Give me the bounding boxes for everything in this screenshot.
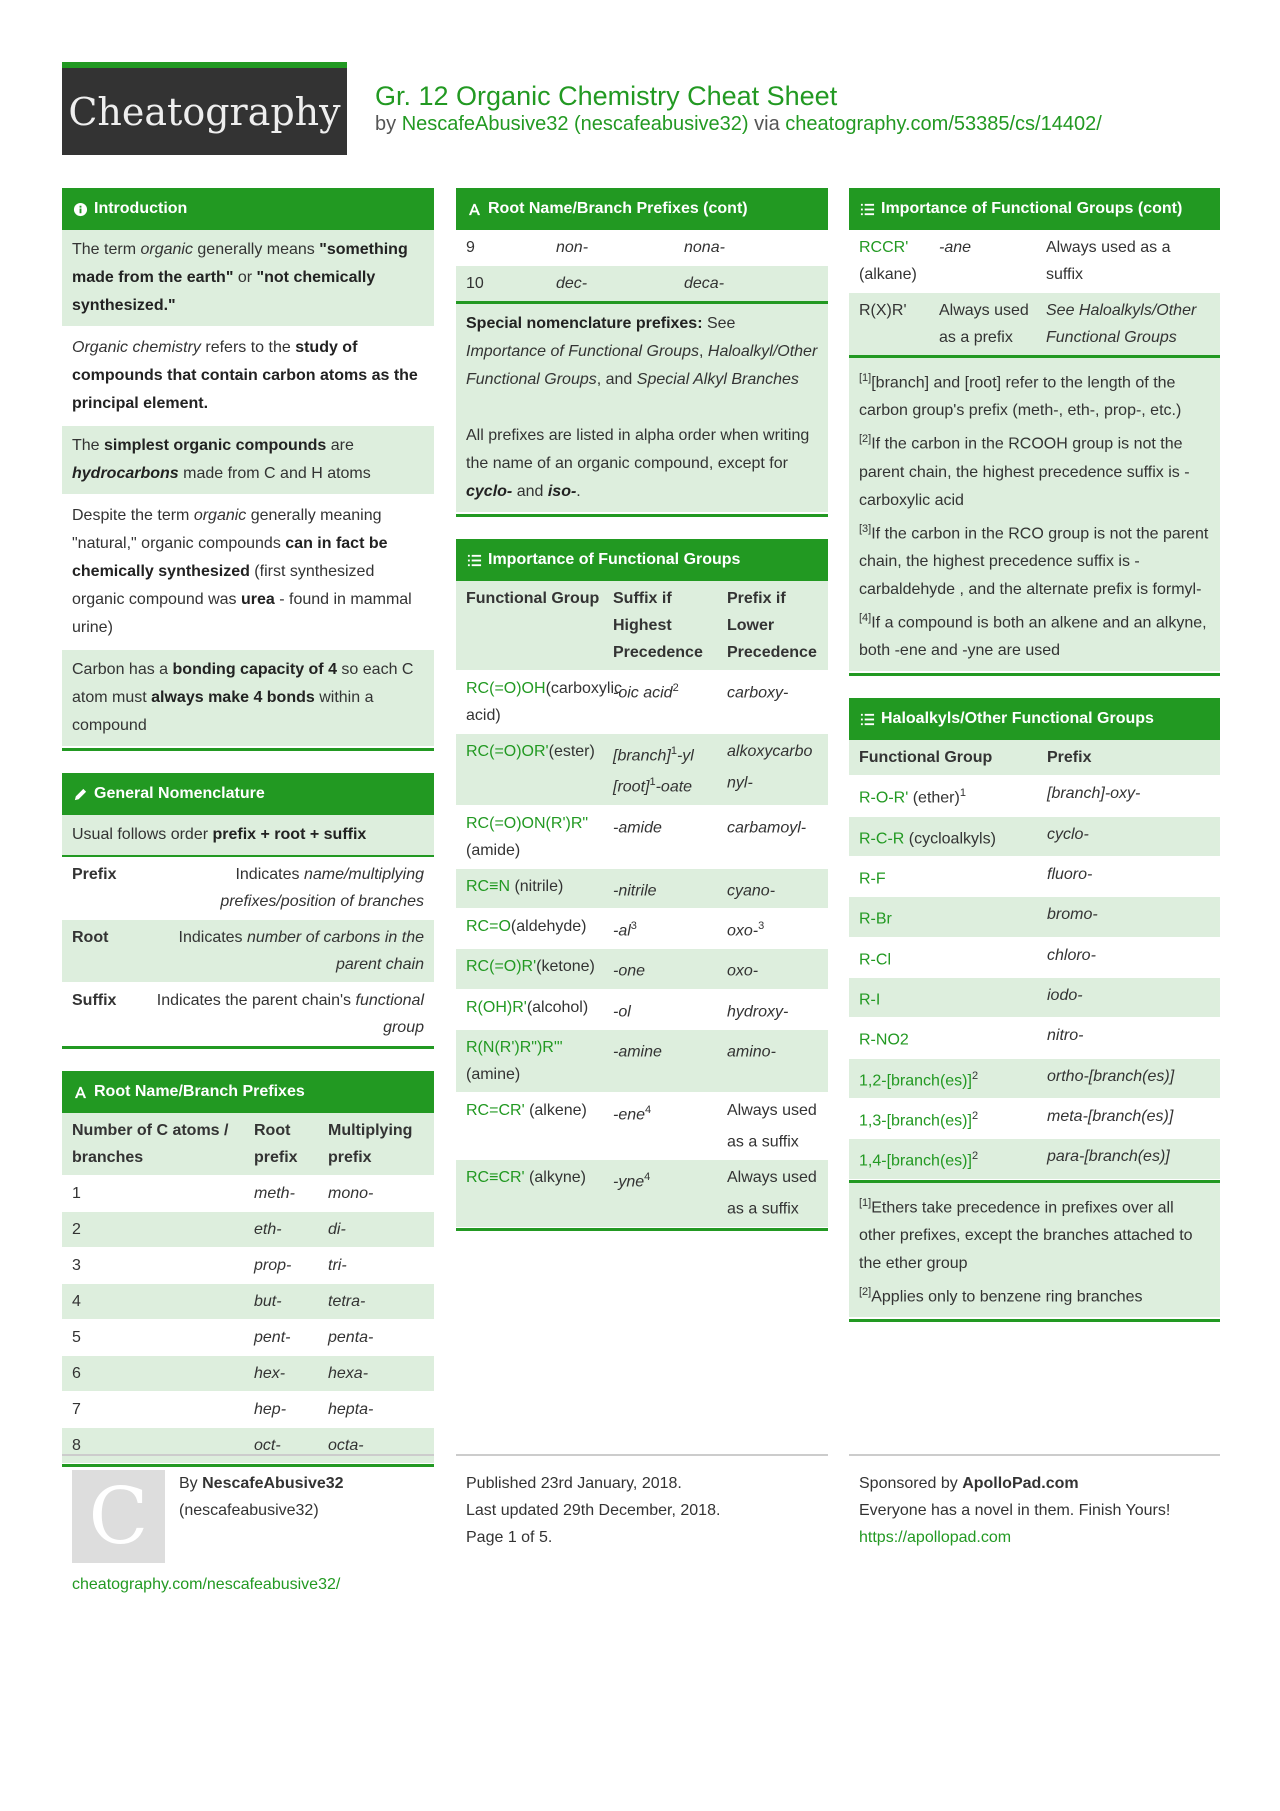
table-row: R-NO2 nitro- (849, 1018, 1220, 1058)
table-header: Number of C atoms / branches Root prefix Multiplying prefix (62, 1113, 434, 1176)
footnotes: [1][branch] and [root] refer to the length of the carbon group's prefix (meth-, eth-, prop-, etc.) [2]If the carbon in the RCOOH group is not the parent chain, the highest precedence suffix is -carboxylic acid [3]If the carbon in the RCO group is not the parent chain, the highest precedence suffix is -carbaldehyde , and the alternate prefix is formyl- [4]If a compound is both an alkene and an alkyne, both -ene and -yne are used (849, 358, 1220, 673)
table-row: 3 prop- tri- (62, 1248, 434, 1284)
nomenclature-usual: Usual follows order prefix + root + suffix (62, 815, 434, 857)
column-3 (849, 188, 1220, 1344)
root-prefixes-section (62, 1071, 434, 1467)
sponsor-link[interactable]: https://apollopad.com (859, 1529, 1012, 1546)
sheet-url-link[interactable]: cheatography.com/53385/cs/14402/ (785, 113, 1102, 135)
nomenclature-row: Suffix Indicates the parent chain's functional group (62, 983, 434, 1046)
page-header (375, 80, 1102, 136)
nomenclature-row: Prefix Indicates name/multiplying prefixes/position of branches (62, 857, 434, 920)
haloalkyls-section (849, 698, 1220, 1322)
footer-author: C By NescafeAbusive32 (nescafeabusive32) cheatography.com/nescafeabusive32/ (62, 1454, 434, 1598)
table-row: RC(=O)R'(ketone) -one oxo- (456, 949, 828, 989)
table-row: 1,3-[branch(es)]$^2$ meta-[branch(es)] (849, 1099, 1220, 1139)
table-row: 6 hex- hexa- (62, 1356, 434, 1392)
avatar: C (72, 1470, 165, 1563)
section-header: Root Name/Branch Prefixes (62, 1071, 434, 1113)
column-1 (62, 188, 434, 1489)
intro-paragraph: Organic chemistry refers to the study of compounds that contain carbon atoms as the principal element. (62, 328, 434, 426)
table-row: 5 pent- penta- (62, 1320, 434, 1356)
table-row: 2 eth- di- (62, 1212, 434, 1248)
intro-paragraph: Despite the term organic generally meaning "natural," organic compounds can in fact be chemically synthesized (first synthesized organic compound was urea - found in mammal urine) (62, 496, 434, 650)
intro-paragraph: Carbon has a bonding capacity of 4 so each C atom must always make 4 bonds within a compound (62, 650, 434, 748)
section-header: Root Name/Branch Prefixes (cont) (456, 188, 828, 230)
sponsor-name[interactable]: ApolloPad.com (962, 1475, 1079, 1492)
table-row: 1 meth- mono- (62, 1176, 434, 1212)
table-row: R-I iodo- (849, 978, 1220, 1018)
font-icon (467, 202, 482, 217)
page-title: Gr. 12 Organic Chemistry Cheat Sheet (375, 81, 838, 111)
special-prefixes-note: Special nomenclature prefixes: See Importance of Functional Groups, Haloalkyl/Other Functional Groups, and Special Alkyl Branches All prefixes are listed in alpha order when writing the name of an organic compound, except for cyclo- and iso-. (456, 304, 828, 514)
pencil-icon (73, 787, 88, 802)
table-header: Functional Group Suffix if Highest Precedence Prefix if Lower Precedence (456, 581, 828, 671)
site-logo[interactable] (62, 62, 347, 155)
table-row: R-O-R' (ether)$^1$ [branch]-oxy- (849, 776, 1220, 816)
table-row: RC=O(aldehyde) $-al^3$ oxo-$^3$ (456, 909, 828, 949)
table-row: RC(=O)ON(R')R"(amide) -amide carbamoyl- (456, 806, 828, 869)
footer-sponsor: Sponsored by ApolloPad.com Everyone has a novel in them. Finish Yours! https://apollopad.com (849, 1454, 1220, 1551)
logo-text: Cheatography (68, 89, 341, 134)
font-icon (73, 1085, 88, 1100)
table-row: RC(=O)OH(carboxylic acid) -oic acid$^2$ carboxy- (456, 671, 828, 734)
nomenclature-row: Root Indicates number of carbons in the parent chain (62, 920, 434, 983)
intro-paragraph: The term organic generally means "something made from the earth" or "not chemically synthesized." (62, 230, 434, 328)
table-row: RCCR' (alkane) -ane Always used as a suffix (849, 230, 1220, 293)
functional-groups-section (456, 539, 828, 1231)
table-row: 1,2-[branch(es)]$^2$ ortho-[branch(es)] (849, 1059, 1220, 1099)
list-icon (467, 553, 482, 568)
table-row: 10 dec- deca- (456, 266, 828, 304)
introduction-section (62, 188, 434, 751)
column-2 (456, 188, 828, 1253)
table-row: RC≡CR' (alkyne) -yne$^4$ Always used as a suffix (456, 1160, 828, 1227)
table-row: RC=CR' (alkene) -ene$^4$ Always used as a suffix (456, 1093, 828, 1160)
profile-link[interactable]: cheatography.com/nescafeabusive32/ (72, 1576, 341, 1593)
footnotes: [1]Ethers take precedence in prefixes over all other prefixes, except the branches attached to the ether group [2]Applies only to benzene ring branches (849, 1180, 1220, 1320)
table-row: 7 hep- hepta- (62, 1392, 434, 1428)
table-header: Functional Group Prefix (849, 740, 1220, 776)
table-row: R-C-R (cycloalkyls) cyclo- (849, 817, 1220, 857)
section-header: General Nomenclature (62, 773, 434, 815)
root-prefixes-cont-section (456, 188, 828, 517)
table-row: RC≡N (nitrile) -nitrile cyano- (456, 869, 828, 909)
section-header: Importance of Functional Groups (456, 539, 828, 581)
table-row: R-F fluoro- (849, 857, 1220, 897)
table-row: R(N(R')R")R'"(amine) -amine amino- (456, 1030, 828, 1093)
table-row: R-Br bromo- (849, 897, 1220, 937)
author-link[interactable]: NescafeAbusive32 (nescafeabusive32) (401, 113, 749, 135)
table-row: 8 oct- octa- (62, 1428, 434, 1464)
table-row: R(X)R' Always used as a prefix See Haloalkyls/Other Functional Groups (849, 293, 1220, 358)
footer-dates: Published 23rd January, 2018. Last updated 29th December, 2018. Page 1 of 5. (456, 1454, 828, 1551)
general-nomenclature-section (62, 773, 434, 1049)
list-icon (860, 202, 875, 217)
footer-author-name[interactable]: NescafeAbusive32 (202, 1475, 344, 1492)
table-row: 9 non- nona- (456, 230, 828, 266)
section-header: Introduction (62, 188, 434, 230)
intro-paragraph: The simplest organic compounds are hydrocarbons made from C and H atoms (62, 426, 434, 496)
section-header: Importance of Functional Groups (cont) (849, 188, 1220, 230)
table-row: R-Cl chloro- (849, 938, 1220, 978)
byline: by NescafeAbusive32 (nescafeabusive32) via cheatography.com/53385/cs/14402/ (375, 113, 1102, 135)
functional-groups-cont-section (849, 188, 1220, 676)
info-icon (73, 202, 88, 217)
table-row: RC(=O)OR'(ester) [branch]$^1$-yl [root]$^1$-oate alkoxycarbonyl- (456, 734, 828, 806)
list-icon (860, 712, 875, 727)
section-header: Haloalkyls/Other Functional Groups (849, 698, 1220, 740)
table-row: R(OH)R'(alcohol) -ol hydroxy- (456, 990, 828, 1030)
table-row: 4 but- tetra- (62, 1284, 434, 1320)
table-row: 1,4-[branch(es)]$^2$ para-[branch(es)] (849, 1139, 1220, 1179)
